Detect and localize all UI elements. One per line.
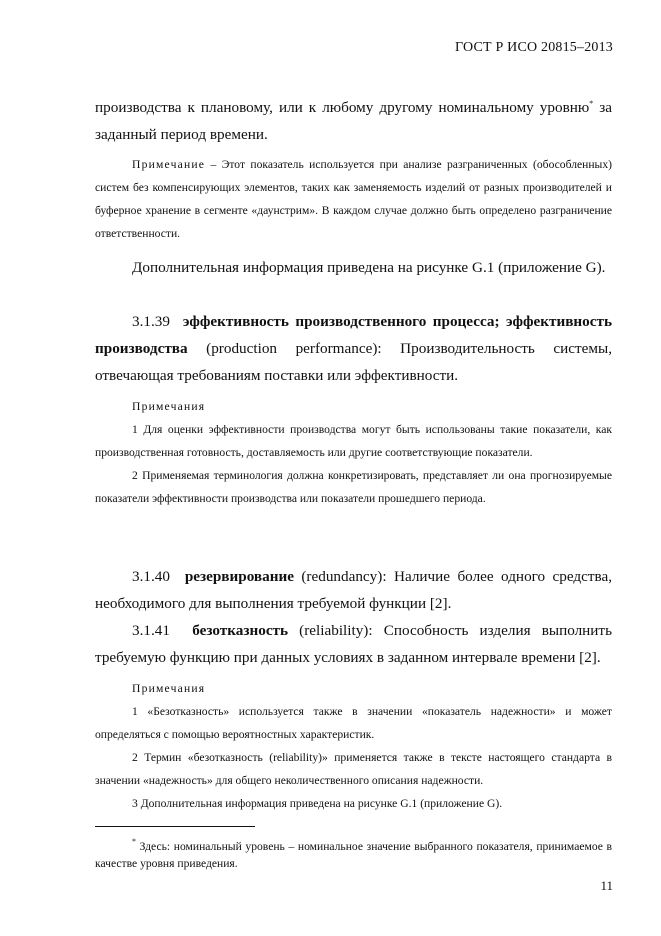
page-number: 11 [600,878,613,893]
term-english: (reliability) [288,622,369,639]
notes-label: Примечания [132,682,206,695]
note-label: Примечание [132,158,206,171]
term-title: эффективность производственного процесса; эффективность производства [95,313,612,357]
term-3-1-39 [95,308,612,389]
footnote-mark: * [132,837,136,846]
term-definition: : Способность изделия выполнить требуемую функцию при данных условиях в заданном интервале времени [2]. [95,622,612,666]
note-item: 2 Применяемая терминология должна конкретизировать, представляет ли она прогнозируемые показатели эффективности производства или показатели прошедшего периода. [95,469,612,505]
term-3-1-40 [95,563,612,617]
term-english: (redundancy) [293,568,383,585]
note-item: 1 «Безотказность» используется также в значении «показатель надежности» и может определяться с помощью вероятностных характеристик. [95,705,612,741]
term-english: (production performance) [187,340,378,357]
term-number: 3.1.39 [132,313,170,330]
term-title: безотказность [192,622,289,639]
note-text: Этот показатель используется при анализе разграниченных (обособленных) систем без компенсирующих элементов, таких как заменяемость изделий от разных производителей и буферное хранение в сегменте «даунстрим». В каждом случае должно быть определено разграничение ответственности. [95,158,612,240]
footnote-separator [95,826,255,827]
footnote-reference[interactable]: * [589,99,594,108]
term-definition: : Наличие более одного средства, необходимого для выполнения требуемой функции [2]. [95,568,613,612]
document-header: ГОСТ Р ИСО 20815–2013 [455,40,613,55]
term-title: резервирование [184,568,294,585]
notes-3-1-39 [95,395,612,510]
footnote-text: Здесь: номинальный уровень – номинальное значение выбранного показателя, принимаемое в качестве уровня приведения. [95,840,612,870]
notes-3-1-41 [95,677,612,815]
note-item: 2 Термин «безотказность (reliability)» применяется также в тексте настоящего стандарта в значении «надежность» для общего неколичественного описания надежности. [95,751,612,787]
note-item: 1 Для оценки эффективности производства могут быть использованы такие показатели, как производственная готовность, доставляемость или другие соответствующие показатели. [95,423,612,459]
note-item: 3 Дополнительная информация приведена на рисунке G.1 (приложение G). [132,797,503,810]
term-number: 3.1.40 [132,568,170,585]
note-paragraph: Примечание – Этот показатель используется при анализе разграниченных (обособленных) систем без компенсирующих элементов, таких как заменяемость изделий от разных производителей и буферное хранение в сегменте «даунстрим». В каждом случае должно быть определено разграничение ответственности. [95,158,612,240]
notes-label: Примечания [132,400,206,413]
additional-info-paragraph: Дополнительная информация приведена на рисунке G.1 (приложение G). [132,259,606,276]
footnote [95,838,612,872]
term-3-1-41 [95,617,612,671]
term-number: 3.1.41 [132,622,170,639]
term-definition: : Производительность системы, отвечающая требованиям поставки или эффективности. [95,340,612,384]
intro-paragraph: производства к плановому, или к любому другому номинальному уровню* за заданный период времени. [95,99,612,143]
